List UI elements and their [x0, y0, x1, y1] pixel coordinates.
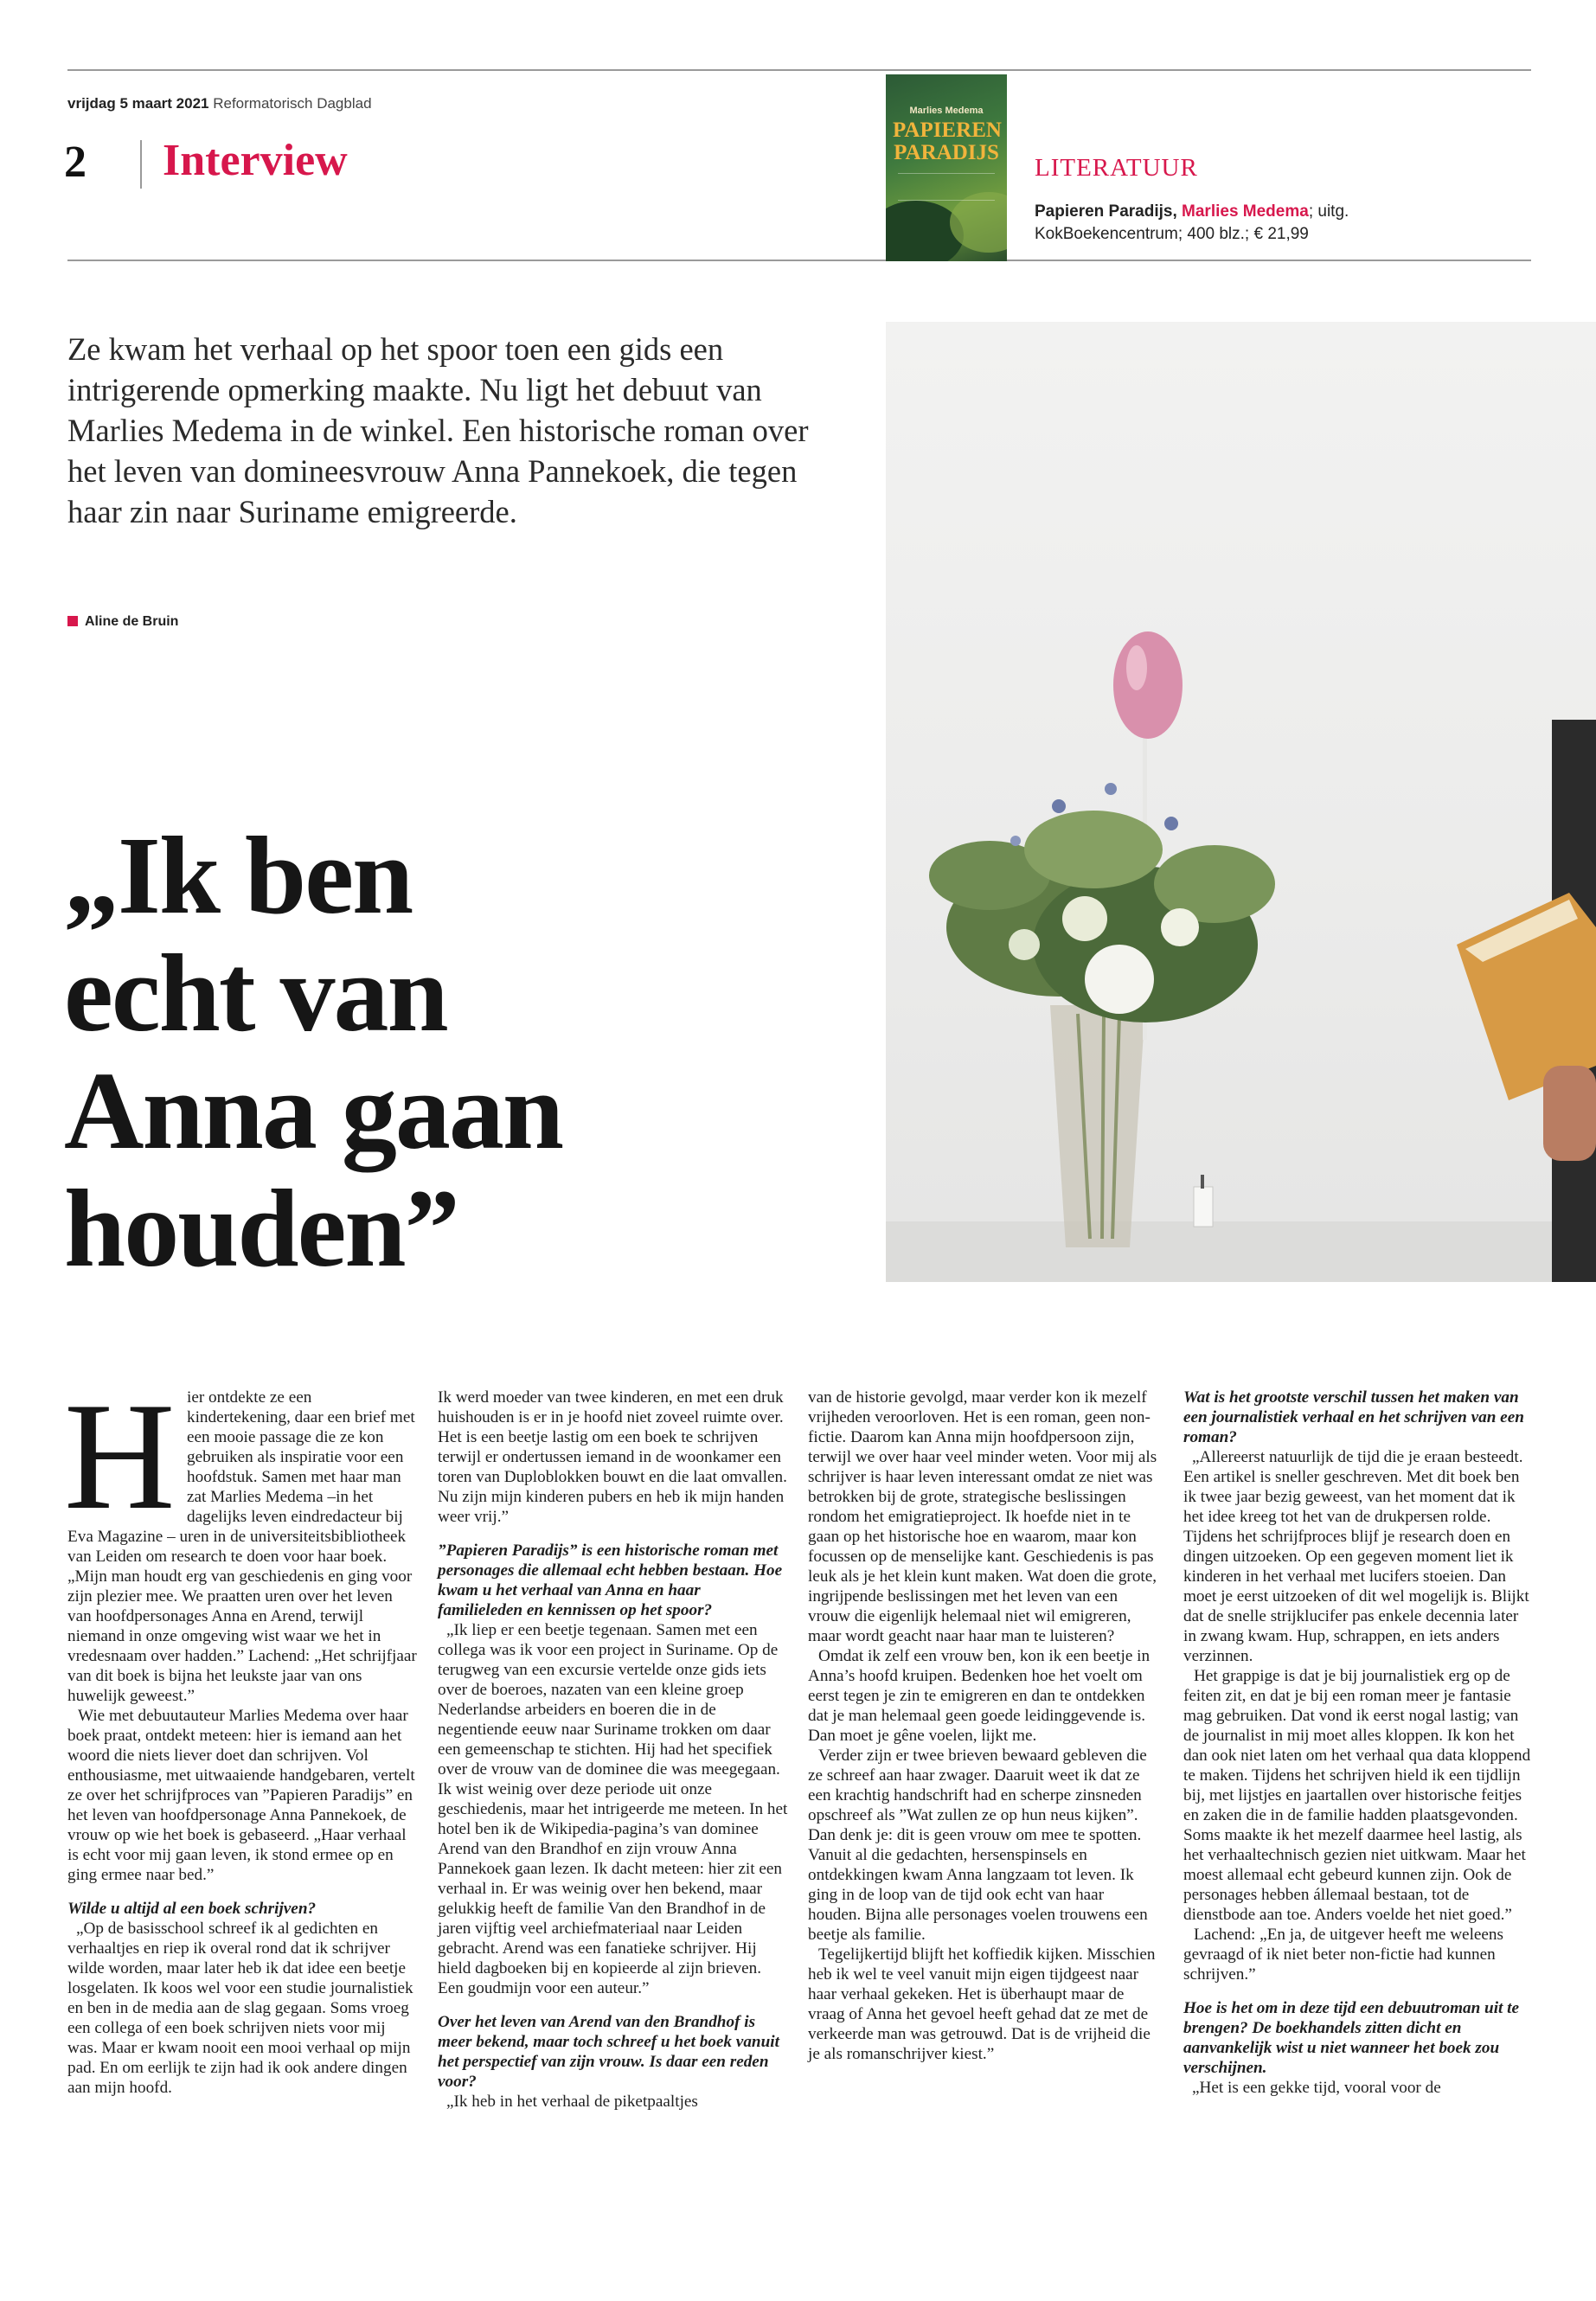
article-column-2 [438, 1388, 789, 2112]
paragraph: „Ik liep er een beetje tegenaan. Samen met een collega was ik voor een project in Suriname. Op de terugweg van een excursie vertelde onze gids iets over de boeroes, nazaten van een kleine groep Nederlandse arbeiders en boeren die in de negentiende eeuw naar Suriname trokken om daar een gemeenschap te stichten. Hij had het specifiek over de vrouw van de dominee die was meegegaan. Ik wist weinig over deze periode uit onze geschiedenis, maar het intrigeerde me meteen. In het hotel ben ik de Wikipedia-pagina’s van dominee Arend van den Brandhof en zijn vrouw Anna Pannekoek gaan lezen. Ik dacht meteen: hier zit een verhaal in. Er was weinig over hen bekend, maar gelukkig heeft de familie Van den Brandhof in de jaren vijftig veel archiefmateriaal naar Leiden gebracht. Arend was een fanatieke schrijver. Hij hield dagboeken bij en kopieerde al zijn brieven. Een goudmijn voor een auteur.” [438, 1621, 788, 1997]
interview-question: ”Papieren Paradijs” is een historische roman met personages die allemaal echt hebben bestaan. Hoe kwam u het verhaal van Anna en haar familieleden en kennissen op het spoor? [438, 1541, 783, 1619]
headline-line: „Ik ben [64, 814, 413, 937]
article-column-4 [1183, 1388, 1535, 2098]
paragraph: „Allereerst natuurlijk de tijd die je eraan besteedt. Een artikel is sneller geschreven. Met dit boek ben ik twee jaar bezig geweest, van het moment dat ik het idee kreeg tot het van de drukpersen rolde. Tijdens het schrijfproces blijf je research doen en dingen uitzoeken. Op een gegeven moment liet ik kinderen in het verhaal met lucifers stoeien. Dan moet je eerst uitzoeken of dit wel mogelijk is. Blijkt dat de snelle strijklucifer pas enkele decennia later in zwang kwam. Hup, schrappen, en iets anders verzinnen. [1183, 1448, 1529, 1665]
byline [67, 614, 178, 630]
paragraph: Lachend: „En ja, de uitgever heeft me weleens gevraagd of ik niet beter non-fictie had kunnen schrijven.” [1183, 1926, 1503, 1984]
literature-label: LITERATUUR [1035, 154, 1198, 182]
paragraph: ier ontdekte ze een kindertekening, daar een brief met een mooie passage die ze kon gebruiken als inspiratie voor een hoofdstuk. Samen met haar man zat Marlies Medema –in het dagelijks leven eindredacteur bij Eva Magazine – uren in de universiteitsbibliotheek van Leiden om research te doen voor haar boek. „Mijn man houdt erg van geschiedenis en ging voor zijn plezier mee. We praatten uren over het leven van hoofdpersonages Anna en Arend, terwijl niemand in onze omgeving wist waar we het in vredesnaam over hadden.” Lachend: „Het schrijfjaar van dit boek is bijna het leukste jaar van ons huwelijk geweest.” [67, 1388, 417, 1705]
book-details: ; uitg. KokBoekencentrum; 400 blz.; € 21,99 [1035, 202, 1349, 243]
paragraph: Omdat ik zelf een vrouw ben, kon ik een beetje in Anna’s hoofd kruipen. Bedenken hoe het voelt om eerst tegen je zin te emigreren en dan te ontdekken dat je man helemaal geen goede leidinggevende is. Dan moet je gêne voelen, lijkt me. [808, 1647, 1151, 1745]
bouquet-photo-illustration [886, 322, 1596, 1282]
article-body [64, 1370, 1531, 2253]
page-number: 2 [64, 138, 87, 187]
dropcap: H [64, 1370, 176, 1541]
cover-author: Marlies Medema [909, 106, 984, 116]
interview-question: Wilde u altijd al een boek schrijven? [67, 1900, 317, 1918]
cover-blurb [898, 173, 995, 201]
headline [64, 814, 843, 1290]
book-info [1035, 201, 1398, 246]
header-bottom-rule [67, 260, 1531, 261]
paragraph: Verder zijn er twee brieven bewaard gebleven die ze schreef aan haar zwager. Daaruit weet ik dat ze een krachtig handschrift had en scherpe zinsneden opschreef als ”Wat zullen ze op hun neus kijken”. Dan denk je: dit is geen vrouw om mee te spotten. Vanuit al die gedachten, hersenspinsels en ontdekkingen kwam Anna langzaam tot leven. Ik ging in de loop van de tijd ook echt van haar houden. Bijna alle personages voelen trouwens een beetje als familie. [808, 1747, 1148, 1944]
paragraph: „Ik heb in het verhaal de piketpaaltjes [446, 2093, 698, 2111]
article-column-1 [64, 1370, 419, 2098]
paragraph: Tegelijkertijd blijft het koffiedik kijken. Misschien heb ik wel te veel vanuit mijn eigen tijdgeest naar haar verhaal gekeken. Het is überhaupt maar de vraag of Anna het gevoel heeft gehad dat ze met de verkeerde man was getrouwd. Dat is de vrijheid die je als romanschrijver kiest.” [808, 1945, 1156, 2063]
cover-title: PAPIEREN PARADIJS [893, 119, 1002, 164]
paragraph: van de historie gevolgd, maar verder kon ik mezelf vrijheden veroorloven. Het is een roman, geen non-fictie. Daarom kan Anna mijn hoofdpersoon zijn, terwijl we over haar veel minder weten. Voor mij als schrijver is haar leven interessant omdat ze niet was betrokken bij de grote, strategische beslissingen rondom het emigratieproject. Ik hoefde niet in te gaan op het historische hoe en waarom, maar kon focussen op de menselijke kant. Geschiedenis is pas leuk als je het klein kunt maken. Wat doen die grote, ingrijpende beslissingen met het leven van een vrouw die eigenlijk helemaal niet wil emigreren, maar wordt geacht naar haar man te luisteren? [808, 1388, 1157, 1645]
dateline [67, 95, 372, 112]
paragraph: „Op de basisschool schreef ik al gedichten en verhaaltjes en riep ik overal rond dat ik schrijver wilde worden, maar later heb ik dat idee een beetje losgelaten. Ik koos wel voor een studie journalistiek en ben in de media aan de slag gegaan. Soms vroeg een collega of een boek schrijven niets voor mij was. Maar er kwam nooit een mooi verhaal op mijn pad. En om eerlijk te zijn had ik ook andere dingen aan mijn hoofd. [67, 1920, 413, 2097]
interview-question: Wat is het grootste verschil tussen het maken van een journalistiek verhaal en het schrijven van een roman? [1183, 1388, 1524, 1446]
byline-square-icon [67, 616, 78, 626]
interview-question: Hoe is het om in deze tijd een debuutroman uit te brengen? De boekhandels zitten dicht en aanvankelijk wist u niet wanneer het boek zou verschijnen. [1183, 1999, 1520, 2077]
section-title: Interview [163, 136, 348, 185]
article-photo [886, 322, 1596, 1282]
article-intro: Ze kwam het verhaal op het spoor toen een gids een intrigerende opmerking maakte. Nu ligt het debuut van Marlies Medema in de winkel. Een historische roman over het leven van domineesvrouw Anna Pannekoek, die tegen haar zin naar Suriname emigreerde. [67, 331, 809, 529]
interview-question: Over het leven van Arend van den Brandhof is meer bekend, maar toch schreef u het boek vanuit het perspectief van zijn vrouw. Is daar een reden voor? [438, 2013, 779, 2091]
book-cover-image [886, 74, 1007, 261]
article-column-3 [808, 1388, 1159, 2064]
issue-date: vrijdag 5 maart 2021 [67, 95, 209, 112]
paragraph: Het grappige is dat je bij journalistiek erg op de feiten zit, en dat je bij een roman meer je fantasie mag gebruiken. Dat vond ik eerst nogal lastig; van de journalist in mij moet alles kloppen. Ik kon het dan ook niet laten om het verhaal qua data kloppend te maken. Tijdens het schrijven hield ik een tijdlijn bij, met lijstjes en jaartallen over historische feitjes en zaken die in de familie hadden plaatsgevonden. Soms maakte ik het mezelf daarmee heel lastig, als het verhaaltechnisch gezien niet uitkwam. Maar het moest allemaal echt gebeurd kunnen zijn. Ook de personages hebben állemaal bestaan, tot de dienstbode aan toe. Anders voelde het niet goed.” [1183, 1667, 1531, 1924]
paragraph: Wie met debuutauteur Marlies Medema over haar boek praat, ontdekt meteen: hier is iemand aan het woord die niets liever doet dan schrijven. Vol enthousiasme, met uitwaaiende handgebaren, vertelt ze over het schrijfproces van ”Papieren Paradijs” en het leven van hoofdpersonage Anna Pannekoek, de vrouw op wie het boek is gebaseerd. „Haar verhaal is echt voor mij gaan leven, ik stond ermee op en ging ermee naar bed.” [67, 1707, 415, 1884]
paragraph: Ik werd moeder van twee kinderen, en met een druk huishouden is er in je hoofd niet zoveel ruimte over. Het is een beetje lastig om een boek te schrijven terwijl er ondertussen iemand in de woonkamer een toren van Duploblokken bouwt en die laat omvallen. Nu zijn mijn kinderen pubers en heb ik mijn handen weer vrij.” [438, 1388, 787, 1526]
paragraph: „Het is een gekke tijd, vooral voor de [1192, 2079, 1441, 2097]
publication-name: Reformatorisch Dagblad [213, 95, 372, 112]
headline-line: houden” [64, 1167, 458, 1290]
book-author: Marlies Medema [1182, 202, 1309, 221]
headline-line: echt van [64, 932, 447, 1054]
page-number-divider [140, 140, 142, 189]
headline-line: Anna gaan [64, 1049, 562, 1172]
top-rule [67, 69, 1531, 71]
author-name: Aline de Bruin [85, 614, 179, 629]
book-title: Papieren Paradijs, [1035, 202, 1177, 221]
